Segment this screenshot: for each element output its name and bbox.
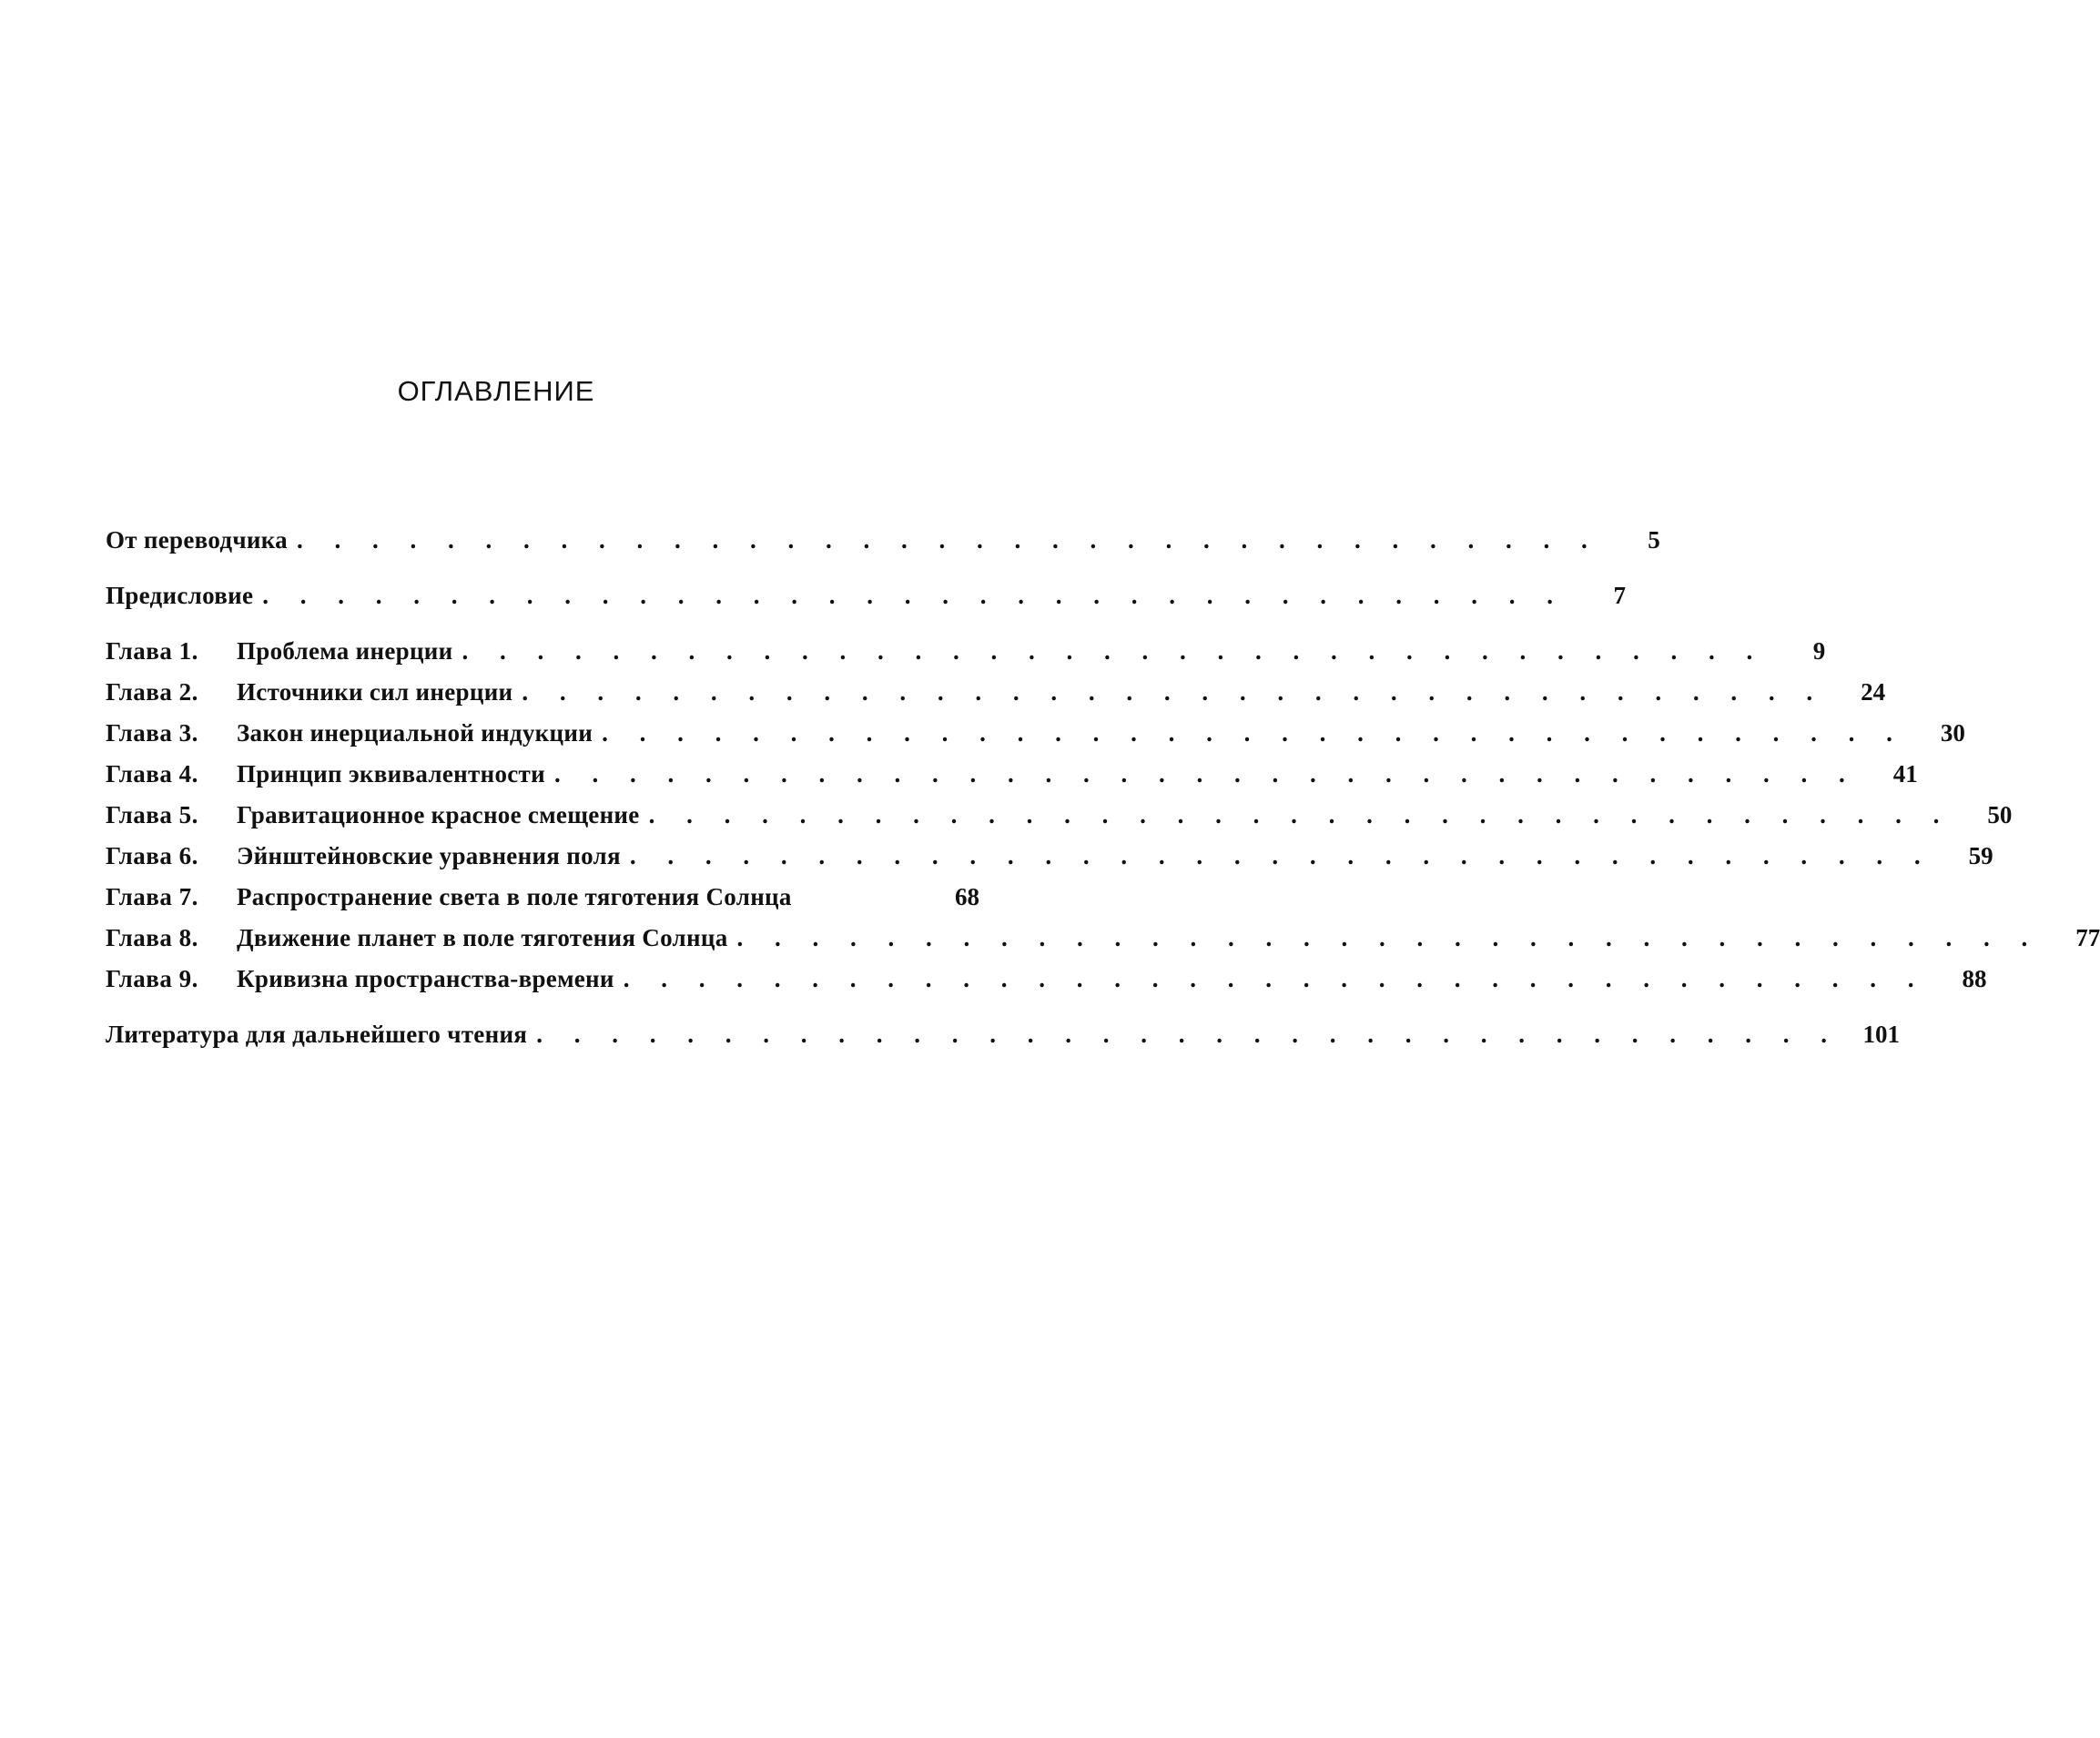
chapter-number: Глава 1. [106, 637, 198, 665]
toc-page-number: 24 [1861, 678, 1886, 706]
toc-entry-title: Закон инерциальной индукции [237, 719, 593, 747]
toc-entry-chapter-9[interactable] [106, 965, 1987, 1006]
toc-entry-title: Принцип эквивалентности [237, 760, 545, 788]
chapter-number: Глава 7. [106, 883, 198, 910]
chapter-number: Глава 9. [106, 965, 198, 992]
toc-page-number: 77 [2075, 924, 2100, 951]
dot-leader: . . . . . . . . . . . . . . . . . . . . . . . . . . . . . . . . . . . [262, 582, 1566, 609]
chapter-number: Глава 8. [106, 924, 198, 951]
table-of-contents [106, 526, 2100, 1062]
toc-entry-title: Распространение света в поле тяготения Солнца [237, 883, 792, 910]
dot-leader: . . . . . . . . . . . . . . . . . . . . . . . . . . . . . . . . . . . [536, 1021, 1840, 1048]
toc-entry-chapter-4[interactable] [106, 760, 1918, 801]
toc-entry-chapter-7[interactable] [106, 883, 979, 924]
toc-entry-translator-note[interactable] [106, 526, 1660, 567]
chapter-number: Глава 6. [106, 842, 198, 869]
toc-entry-chapter-5[interactable] [106, 801, 2013, 842]
chapter-number: Глава 4. [106, 760, 198, 788]
dot-leader: . . . . . . . . . . . . . . . . . . . . . . . . . . . . . . . . . . . [629, 842, 1933, 869]
toc-entry-chapter-6[interactable] [106, 842, 1993, 883]
toc-entry-title: Проблема инерции [237, 637, 453, 665]
dot-leader: . . . . . . . . . . . . . . . . . . . . . . . . . . . . . . . . . . . [553, 760, 1858, 788]
toc-entry-chapter-1[interactable] [106, 637, 1826, 678]
toc-entry-title: Гравитационное красное смещение [237, 801, 640, 828]
toc-page-number: 41 [1892, 760, 1918, 788]
toc-page-number: 5 [1648, 526, 1660, 554]
toc-entry-title: Эйнштейновские уравнения поля [237, 842, 621, 869]
toc-page-number: 9 [1812, 637, 1826, 665]
toc-page-number: 88 [1962, 965, 1987, 992]
dot-leader: . . . . . . . . . . . . . . . . . . . . . . . . . . . . . . . . . . . [648, 801, 1953, 828]
dot-leader: . . . . . . . . . . . . . . . . . . . . . . . . . . . . . . . . . . . [522, 678, 1826, 706]
chapter-number: Глава 3. [106, 719, 198, 747]
toc-entry-title: Предисловие [106, 582, 254, 609]
toc-entry-chapter-2[interactable] [106, 678, 1886, 719]
chapter-number: Глава 5. [106, 801, 198, 828]
toc-page-number: 68 [955, 883, 979, 910]
dot-leader: . . . . . . . . . . . . . . . . . . . . . . . . . . . . . . . . . . . [736, 924, 2041, 951]
dot-leader: . . . . . . . . . . . . . . . . . . . . . . . . . . . . . . . . . . . [462, 637, 1766, 665]
toc-entry-title: Движение планет в поле тяготения Солнца [237, 924, 728, 951]
chapter-number: Глава 2. [106, 678, 198, 706]
toc-entry-title: Источники сил инерции [237, 678, 513, 706]
dot-leader: . . . . . . . . . . . . . . . . . . . . . . . . . . . . . . . . . . . [623, 965, 1927, 992]
toc-entry-further-reading[interactable] [106, 1021, 1900, 1062]
toc-entry-chapter-8[interactable] [106, 924, 2100, 965]
toc-entry-title: От переводчика [106, 526, 288, 554]
toc-page-number: 59 [1968, 842, 1993, 869]
toc-page-number: 50 [1987, 801, 2013, 828]
dot-leader: . . . . . . . . . . . . . . . . . . . . . . . . . . . . . . . . . . . [602, 719, 1905, 747]
toc-page-number: 7 [1613, 582, 1626, 609]
toc-page-number: 30 [1940, 719, 1965, 747]
toc-entry-chapter-3[interactable] [106, 719, 1965, 760]
toc-entry-preface[interactable] [106, 582, 1626, 623]
toc-page-number: 101 [1862, 1021, 1900, 1048]
page-title: ОГЛАВЛЕНИЕ [397, 375, 595, 407]
dot-leader: . . . . . . . . . . . . . . . . . . . . . . . . . . . . . . . . . . . [296, 526, 1600, 554]
toc-entry-title: Литература для дальнейшего чтения [106, 1021, 528, 1048]
toc-entry-title: Кривизна пространства-времени [237, 965, 614, 992]
